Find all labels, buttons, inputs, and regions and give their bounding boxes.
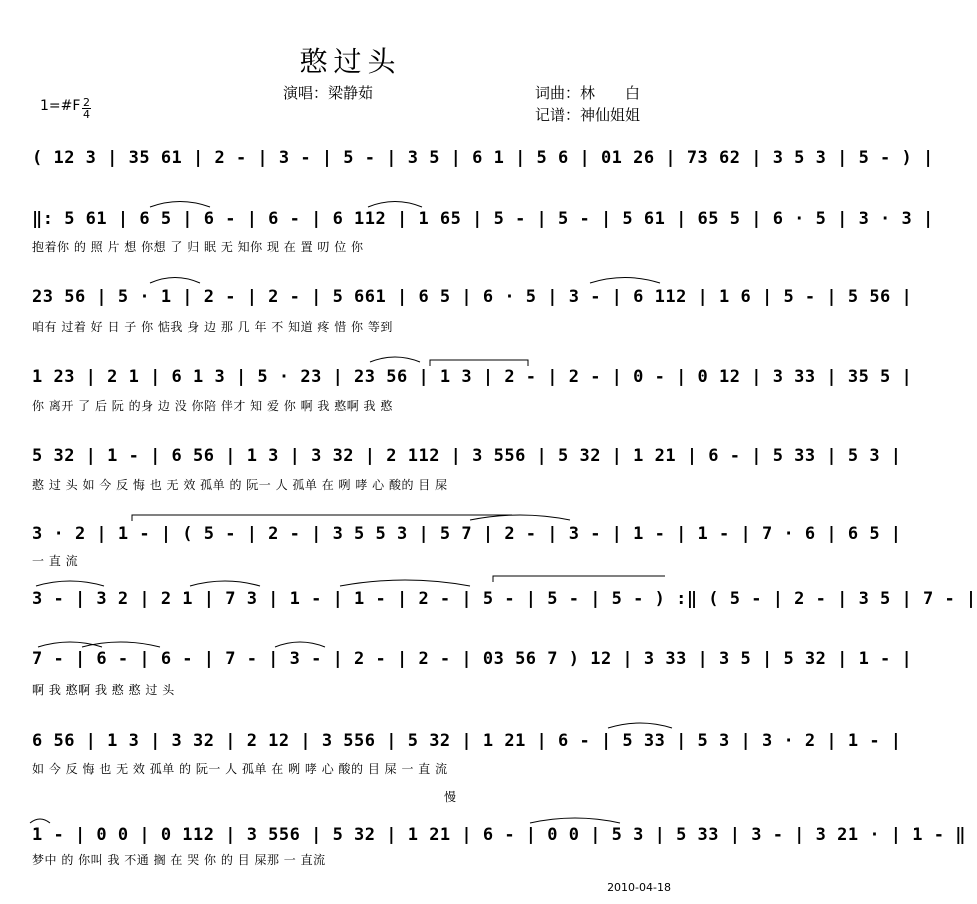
- transcriber-credit: 记谱：神仙姐姐: [535, 106, 641, 124]
- slur: [82, 642, 160, 647]
- notation-line-5: 5 32 | 1 - | 6 56 | 1 3 | 3 32 | 2 112 | 3 556 | 5 32 | 1 21 | 6 - | 5 33 | 5 3 |: [32, 446, 902, 466]
- lyric-line-4: 你 离开 了 后 阮 的身 边 没 你陪 伴才 知 爱 你 啊 我 憨啊 我 憨: [32, 399, 393, 413]
- slur: [30, 819, 50, 823]
- slur: [530, 818, 620, 823]
- volta-bracket-1: [132, 515, 512, 521]
- slur: [340, 580, 470, 586]
- composer-credit: 词曲：林 白: [535, 84, 641, 102]
- lyric-line-5: 憨 过 头 如 今 反 悔 也 无 效 孤单 的 阮一 人 孤单 在 咧 哮 心 酸的 目 屎: [32, 478, 448, 492]
- slur: [150, 202, 210, 208]
- lyric-line-3: 咱有 过着 好 日 子 你 惦我 身 边 那 几 年 不 知道 疼 惜 你 等到: [32, 320, 393, 334]
- notation-line-7: 3 - | 3 2 | 2 1 | 7 3 | 1 - | 1 - | 2 - | 5 - | 5 - | 5 - ) :‖ ( 5 - | 2 - | 3 5 | 7 - |: [32, 589, 977, 609]
- slur: [190, 581, 260, 586]
- slur: [470, 515, 570, 520]
- slur: [368, 202, 422, 208]
- volta-bracket-2b: [493, 576, 665, 582]
- tempo-mark: 慢: [444, 790, 457, 804]
- notation-line-1: ( 12 3 | 35 61 | 2 - | 3 - | 5 - | 3 5 | 6 1 | 5 6 | 01 26 | 73 62 | 3 5 3 | 5 - ) |: [32, 148, 934, 168]
- slur: [36, 581, 104, 586]
- notation-line-4: 1 23 | 2 1 | 6 1 3 | 5 · 23 | 23 56 | 1 3 | 2 - | 2 - | 0 - | 0 12 | 3 33 | 35 5 |: [32, 367, 913, 387]
- lyric-line-9: 如 今 反 悔 也 无 效 孤单 的 阮一 人 孤单 在 咧 哮 心 酸的 目 屎 一 直 流: [32, 762, 448, 776]
- date-stamp: 2010-04-18: [607, 881, 671, 894]
- song-title: 憨过头: [299, 45, 402, 78]
- lyric-line-10: 梦中 的 你叫 我 不通 搁 在 哭 你 的 目 屎那 一 直流: [32, 853, 326, 867]
- lyric-line-8: 啊 我 憨啊 我 憨 憨 过 头: [32, 683, 175, 697]
- time-denominator: 4: [83, 108, 90, 121]
- notation-line-8: 7 - | 6 - | 6 - | 7 - | 3 - | 2 - | 2 - | 03 56 7 ) 12 | 3 33 | 3 5 | 5 32 | 1 - |: [32, 649, 913, 669]
- notation-line-10: 1 - | 0 0 | 0 112 | 3 556 | 5 32 | 1 21 | 6 - | 0 0 | 5 3 | 5 33 | 3 - | 3 21 · | 1 - ‖: [32, 825, 966, 845]
- notation-line-2: ‖: 5 61 | 6 5 | 6 - | 6 - | 6 112 | 1 65 | 5 - | 5 - | 5 61 | 65 5 | 6 · 5 | 3 · 3 |: [32, 209, 934, 229]
- notation-line-3: 23 56 | 5 · 1 | 2 - | 2 - | 5 661 | 6 5 | 6 · 5 | 3 - | 6 112 | 1 6 | 5 - | 5 56 |: [32, 287, 913, 307]
- lyric-line-6: 一 直 流: [32, 554, 79, 568]
- volta-bracket-2: [430, 360, 528, 366]
- slur: [370, 357, 420, 362]
- notation-line-9: 6 56 | 1 3 | 3 32 | 2 12 | 3 556 | 5 32 | 1 21 | 6 - | 5 33 | 5 3 | 3 · 2 | 1 - |: [32, 731, 902, 751]
- key-signature: 1=#F: [40, 98, 81, 114]
- slur: [150, 278, 200, 284]
- singer-credit: 演唱：梁静茹: [283, 84, 374, 102]
- notation-line-6: 3 · 2 | 1 - | ( 5 - | 2 - | 3 5 5 3 | 5 7 | 2 - | 3 - | 1 - | 1 - | 7 · 6 | 6 5 |: [32, 524, 902, 544]
- lyric-line-2: 抱着你 的 照 片 想 你想 了 归 眠 无 知你 现 在 置 叨 位 你: [32, 240, 364, 254]
- slur: [608, 723, 672, 728]
- time-numerator: 2: [83, 96, 90, 109]
- slur: [590, 278, 660, 284]
- slur: [275, 642, 325, 647]
